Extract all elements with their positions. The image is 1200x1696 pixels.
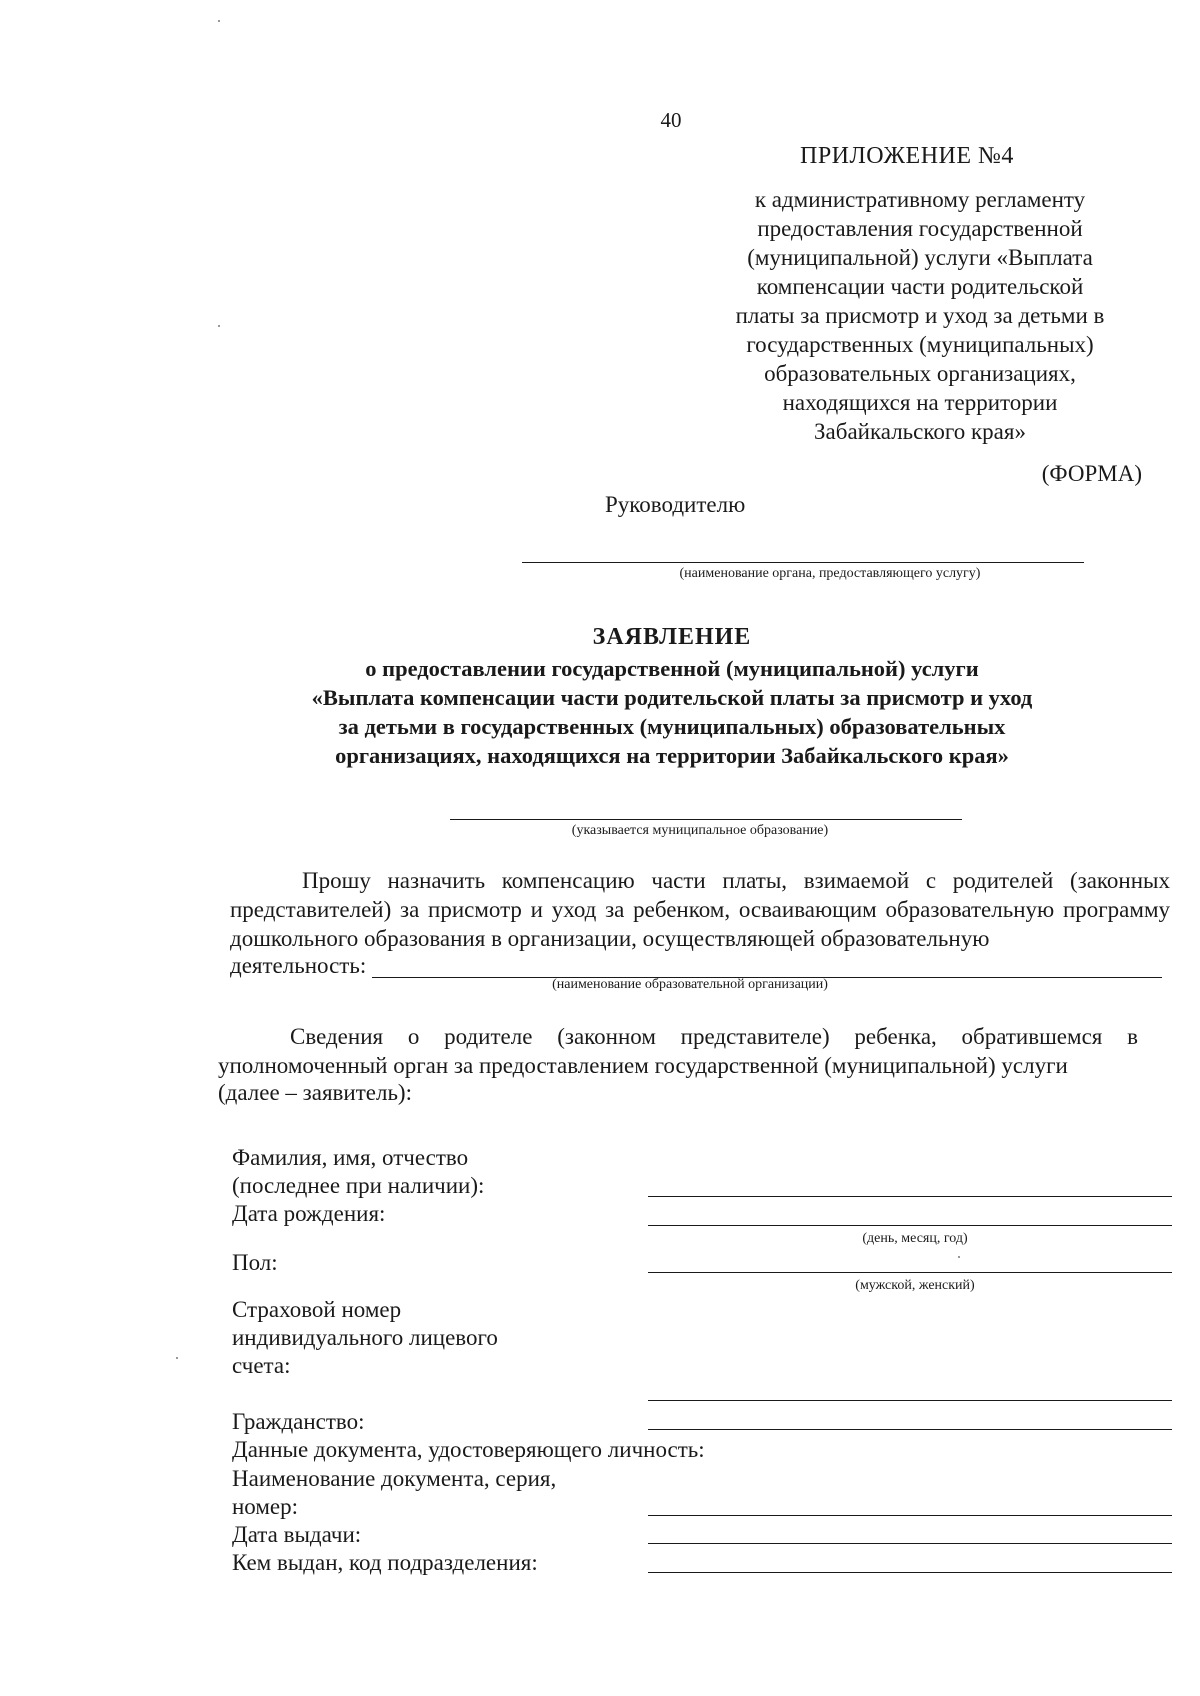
page-number: 40 bbox=[660, 108, 682, 132]
scan-speck bbox=[218, 20, 220, 22]
scan-speck bbox=[176, 1357, 178, 1359]
subtitle-line: «Выплата компенсации части родительской платы за присмотр и уход bbox=[311, 685, 1033, 710]
gender-field[interactable] bbox=[648, 1272, 1172, 1273]
doc-number-label: номер: bbox=[232, 1494, 299, 1519]
appendix-line: предоставления государственной bbox=[757, 216, 1083, 241]
scan-speck bbox=[218, 325, 220, 327]
issue-date-field[interactable] bbox=[648, 1543, 1172, 1544]
id-document-label: Данные документа, удостоверяющего личность: bbox=[232, 1437, 705, 1462]
form-label: (ФОРМА) bbox=[1041, 461, 1142, 486]
appendix-line: Забайкальского края» bbox=[814, 419, 1026, 444]
document-title: ЗАЯВЛЕНИЕ bbox=[592, 624, 752, 650]
gender-caption: (мужской, женский) bbox=[855, 1278, 975, 1293]
scan-speck bbox=[958, 1256, 960, 1258]
full-name-note: (последнее при наличии): bbox=[232, 1173, 485, 1198]
subtitle-line: о предоставлении государственной (муниципальной) услуги bbox=[365, 656, 979, 681]
snils-label-line2: индивидуального лицевого bbox=[232, 1325, 498, 1350]
request-paragraph bbox=[230, 866, 1170, 953]
citizenship-label: Гражданство: bbox=[232, 1409, 365, 1434]
appendix-line: компенсации части родительской bbox=[756, 274, 1084, 299]
applicant-line: Сведения о родителе (законном представителе) ребенка, обратившемся в bbox=[290, 1024, 1138, 1049]
appendix-line: к административному регламенту bbox=[754, 187, 1086, 212]
citizenship-field[interactable] bbox=[648, 1429, 1172, 1430]
issue-date-label: Дата выдачи: bbox=[232, 1522, 362, 1547]
organization-caption: (наименование образовательной организации) bbox=[552, 977, 828, 992]
appendix-line: находящихся на территории bbox=[782, 390, 1058, 415]
municipality-field[interactable] bbox=[450, 819, 962, 820]
appendix-line: платы за присмотр и уход за детьми в bbox=[735, 303, 1105, 328]
applicant-label: (далее – заявитель): bbox=[218, 1080, 412, 1105]
snils-field[interactable] bbox=[648, 1400, 1172, 1401]
appendix-line: образовательных организациях, bbox=[764, 361, 1076, 386]
snils-label: Страховой номер bbox=[232, 1297, 402, 1322]
birth-date-caption: (день, месяц, год) bbox=[862, 1231, 968, 1246]
snils-label-line3: счета: bbox=[232, 1353, 291, 1378]
gender-label: Пол: bbox=[232, 1250, 278, 1275]
birth-date-label: Дата рождения: bbox=[232, 1201, 386, 1226]
doc-name-label: Наименование документа, серия, bbox=[232, 1466, 557, 1491]
full-name-field[interactable] bbox=[648, 1196, 1172, 1197]
document-subtitle bbox=[250, 654, 1094, 770]
appendix-line: государственных (муниципальных) bbox=[746, 332, 1094, 357]
subtitle-line: за детьми в государственных (муниципальных) образовательных bbox=[338, 714, 1006, 739]
subtitle-line: организациях, находящихся на территории Забайкальского края» bbox=[335, 743, 1009, 768]
full-name-label: Фамилия, имя, отчество bbox=[232, 1145, 469, 1170]
birth-date-field[interactable] bbox=[648, 1225, 1172, 1226]
request-line: программу дошкольного образования в организации, осуществляющей образовательную bbox=[230, 897, 1170, 951]
applicant-line: уполномоченный орган за предоставлением государственной (муниципальной) услуги bbox=[218, 1053, 1068, 1078]
request-line: представителей) за присмотр и уход за ребенком, осваивающим образовательную bbox=[230, 897, 1055, 922]
applicant-paragraph bbox=[218, 1022, 1138, 1080]
request-line: Прошу назначить компенсацию части платы, взимаемой с родителей (законных bbox=[302, 868, 1170, 893]
appendix-title: ПРИЛОЖЕНИЕ №4 bbox=[800, 143, 1014, 169]
agency-name-caption: (наименование органа, предоставляющего услугу) bbox=[679, 566, 981, 581]
doc-number-field[interactable] bbox=[648, 1515, 1172, 1516]
appendix-description bbox=[700, 185, 1140, 446]
issued-by-field[interactable] bbox=[648, 1572, 1172, 1573]
appendix-line: (муниципальной) услуги «Выплата bbox=[747, 245, 1093, 270]
municipality-caption: (указывается муниципальное образование) bbox=[571, 823, 829, 838]
agency-name-field[interactable] bbox=[522, 562, 1084, 563]
activity-label: деятельность: bbox=[230, 953, 367, 978]
issued-by-label: Кем выдан, код подразделения: bbox=[232, 1550, 538, 1575]
addressee-label: Руководителю bbox=[605, 492, 746, 517]
